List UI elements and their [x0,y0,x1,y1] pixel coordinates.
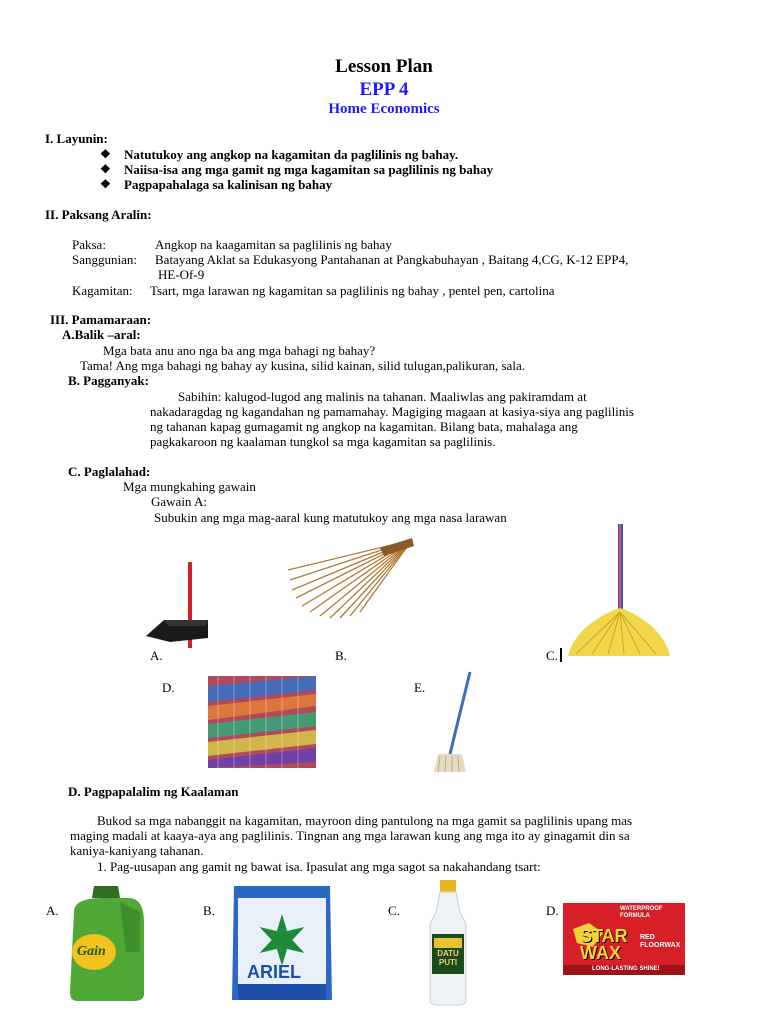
sanggunian-label: Sanggunian: [72,252,137,267]
product-label-a: A. [46,903,59,918]
text-cursor [560,648,562,662]
ariel-logo-text: ARIEL [247,962,301,982]
picture-label-b: B. [335,648,347,663]
product-label-c: C. [388,903,400,918]
starwax-logo-text: STAR WAX [580,926,628,963]
gain-logo-text: Gain [77,944,106,959]
pagganyak-heading: B. Pagganyak: [68,373,149,388]
pagpapalalim-heading: D. Pagpapalalim ng Kaalaman [68,784,239,799]
picture-label-c: C. [546,648,558,663]
pagpapalalim-line: Bukod sa mga nabanggit na kagamitan, mayroon ding pantulong na mga gamit sa paglilinis upang mas [97,813,633,828]
pagganyak-line: nakadaragdag ng kagandahan ng pamamahay. Magiging magaan at kasiya-siya ang paglilinis [150,404,634,419]
product-label-b: B. [203,903,215,918]
picture-label-e: E. [414,680,426,695]
product-label-d: D. [546,903,559,918]
sanggunian-value: Batayang Aklat sa Edukasyong Pantahanan at Pangkabuhayan , Baitang 4,CG, K-12 EPP4, [155,252,629,267]
paksang-aralin-heading: II. Paksang Aralin: [45,207,152,222]
mop-image [430,670,476,776]
layunin-heading: I. Layunin: [45,131,108,146]
ariel-bag-image [230,880,334,1002]
balik-aral-question: Mga bata anu ano nga ba ang mga bahagi ng bahay? [103,343,376,358]
starwax-top-text: WATERPROOF FORMULA [620,906,663,919]
pagpapalalim-line: 1. Pag-uusapan ang gamit ng bawat isa. Ipasulat ang mga sagot sa nakahandang tsart: [97,859,541,874]
datu-puti-label-text: DATU PUTI [437,949,459,967]
pagganyak-line: Sabihin: kalugod-lugod ang malinis na tahanan. Maaliwlas ang pakiramdam at [178,389,587,404]
broom-image [284,534,416,622]
kagamitan-label: Kagamitan: [72,283,133,298]
picture-label-a: A. [150,648,163,663]
paksa-label: Paksa: [72,237,106,252]
paksa-value: Angkop na kaagamitan sa paglilinis ng bahay [155,237,392,252]
paglalahad-line: Mga mungkahing gawain [123,479,256,494]
bullet-icon: ❖ [100,177,111,191]
subject-title: EPP 4 [359,79,409,100]
layunin-item: Natutukoy ang angkop na kagamitan da paglilinis ng bahay. [124,147,459,162]
pagpapalalim-line: kaniya-kaniyang tahanan. [70,843,204,858]
pagganyak-line: ng tahanan kapag gumagamit ng angkop na kagamitan. Bilang bata, mahalaga ang [150,419,578,434]
balik-aral-answer: Tama! Ang mga bahagi ng bahay ay kusina, silid kainan, silid tulugan,palikuran, sala. [80,358,525,373]
sanggunian-value-cont: HE-Of-9 [158,267,205,282]
picture-label-d: D. [162,680,175,695]
bullet-icon: ❖ [100,162,111,176]
layunin-item: Naiisa-isa ang mga gamit ng mga kagamitan sa paglilinis ng bahay [124,162,494,177]
dustpan-image [140,558,215,650]
pagganyak-line: pagkakaroon ng kaalaman tungkol sa mga kagamitan sa paglilinis. [150,434,496,449]
page-title: Lesson Plan [335,56,433,77]
area-title: Home Economics [328,101,440,117]
gawain-instruction: Subukin ang mga mag-aaral kung matutukoy ang mga nasa larawan [154,510,507,525]
kagamitan-value: Tsart, mga larawan ng kagamitan sa paglilinis ng bahay , pentel pen, cartolina [150,283,555,298]
bullet-icon: ❖ [100,147,111,161]
rug-image [208,676,316,768]
pamamaraan-heading: III. Pamamaraan: [50,312,152,327]
soft-broom-image [562,522,674,660]
starwax-bottom-text: LONG-LASTING SHINE! [592,966,660,972]
pagpapalalim-line: maging madali at kaaya-aya ang paglilinis. Tingnan ang mga larawan kung ang mga ito ay ginagamit din sa [70,828,630,843]
layunin-item: Pagpapahalaga sa kalinisan ng bahay [124,177,333,192]
balik-aral-heading: A.Balik –aral: [62,327,141,342]
starwax-sub-text: RED FLOORWAX [640,934,681,949]
paglalahad-heading: C. Paglalahad: [68,464,151,479]
gawain-label: Gawain A: [151,494,207,509]
datu-puti-bottle-image [424,878,472,1006]
gain-bottle-image [64,882,148,1002]
